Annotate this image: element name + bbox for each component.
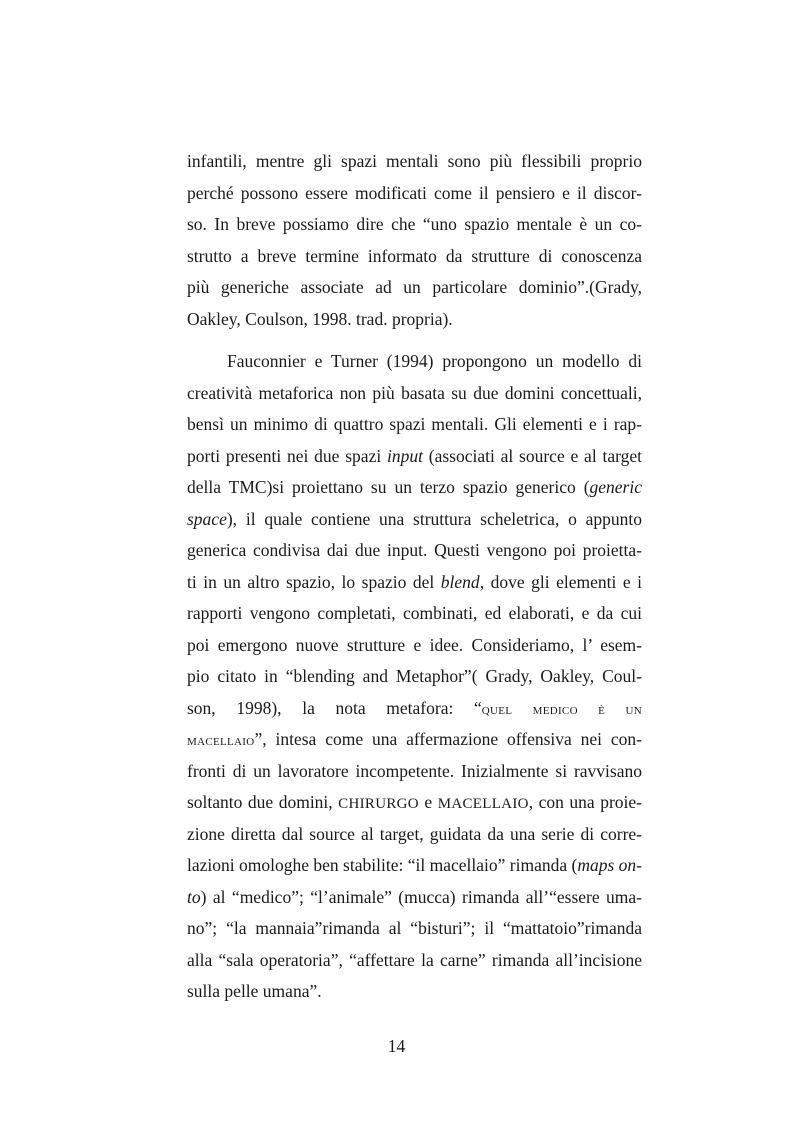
text-run: son, 1998), la nota metafora: “ [187, 697, 482, 718]
text-line: creatività metaforica non più basata su due domini concettuali, [187, 382, 642, 403]
text-line: più generiche associate ad un particolare dominio”.(Grady, [187, 277, 642, 297]
italic-term-generic: generic [589, 477, 642, 497]
text-line: generica condivisa dai due input. Questi vengono poi proietta- [187, 540, 642, 560]
small-caps-metaphor: macellaio [187, 733, 255, 749]
italic-term-input: input [386, 445, 423, 466]
body-text [187, 146, 642, 1008]
text-line: so. In breve possiamo dire che “uno spazio mentale è un co- [187, 214, 642, 234]
text-line [187, 472, 642, 504]
italic-term-maps-onto: maps on- [577, 855, 642, 875]
text-run: ) al “medico”; “l’animale” (mucca) rimanda all’“essere uma- [200, 886, 642, 907]
text-line: poi emergono nuove strutture e idee. Consideriamo, l’ esem- [187, 634, 642, 655]
text-run: della TMC)si proiettano su un terzo spazio generico ( [187, 477, 590, 497]
text-line: infantili, mentre gli spazi mentali sono più flessibili proprio [187, 151, 642, 171]
text-run: ”, intesa come una affermazione offensiva nei con- [254, 729, 642, 749]
text-run: (associati al source e al target [422, 445, 642, 466]
small-caps-domain: CHIRURGO [338, 796, 419, 812]
small-caps-domain: MACELLAIO [437, 796, 529, 812]
italic-term-maps-onto: to [187, 886, 201, 907]
text-line [187, 882, 642, 914]
text-line: fronti di un lavoratore incompetente. Inizialmente si ravvisano [187, 760, 642, 781]
text-run: porti presenti nei due spazi [187, 445, 387, 466]
italic-term-space: space [187, 508, 227, 529]
text-line [187, 850, 642, 882]
text-run: lazioni omologhe ben stabilite: “il macellaio” rimanda ( [187, 855, 578, 875]
text-run: , dove gli elementi e i [479, 571, 642, 592]
text-line: strutto a breve termine informato da strutture di conoscenza [187, 245, 642, 266]
text-line: pio citato in “blending and Metaphor”( Grady, Oakley, Coul- [187, 666, 642, 686]
text-line: Oakley, Coulson, 1998. trad. propria). [187, 308, 453, 329]
text-line: rapporti vengono completati, combinati, ed elaborati, e da cui [187, 603, 642, 623]
text-run: , con una proie- [528, 792, 642, 812]
text-line: sulla pelle umana”. [187, 981, 322, 1001]
small-caps-metaphor: quel medico è un [481, 701, 642, 718]
page-number: 14 [387, 1036, 406, 1056]
text-line: alla “sala operatoria”, “affettare la carne” rimanda all’incisione [187, 949, 642, 970]
text-line [187, 504, 642, 536]
paragraph-2 [187, 346, 642, 1008]
text-line [187, 724, 642, 756]
text-line [187, 441, 642, 473]
text-line: Fauconnier e Turner (1994) propongono un modello di [227, 351, 642, 371]
text-line: zione diretta dal source al target, guidata da una serie di corre- [187, 823, 642, 844]
text-run: e [418, 792, 438, 812]
text-line: no”; “la mannaia”rimanda al “bisturi”; il “mattatoio”rimanda [187, 918, 642, 938]
italic-term-blend: blend [440, 571, 480, 592]
text-run: soltanto due domini, [187, 792, 339, 812]
text-line [187, 693, 642, 725]
text-line: bensì un minimo di quattro spazi mentali. Gli elementi e i rap- [187, 414, 642, 434]
paragraph-1 [187, 146, 642, 335]
text-run: ), il quale contiene una struttura scheletrica, o appunto [226, 508, 642, 529]
text-line [187, 567, 642, 599]
text-line [187, 787, 642, 819]
text-run: ti in un altro spazio, lo spazio del [187, 571, 441, 592]
text-line: perché possono essere modificati come il pensiero e il discor- [187, 182, 642, 203]
